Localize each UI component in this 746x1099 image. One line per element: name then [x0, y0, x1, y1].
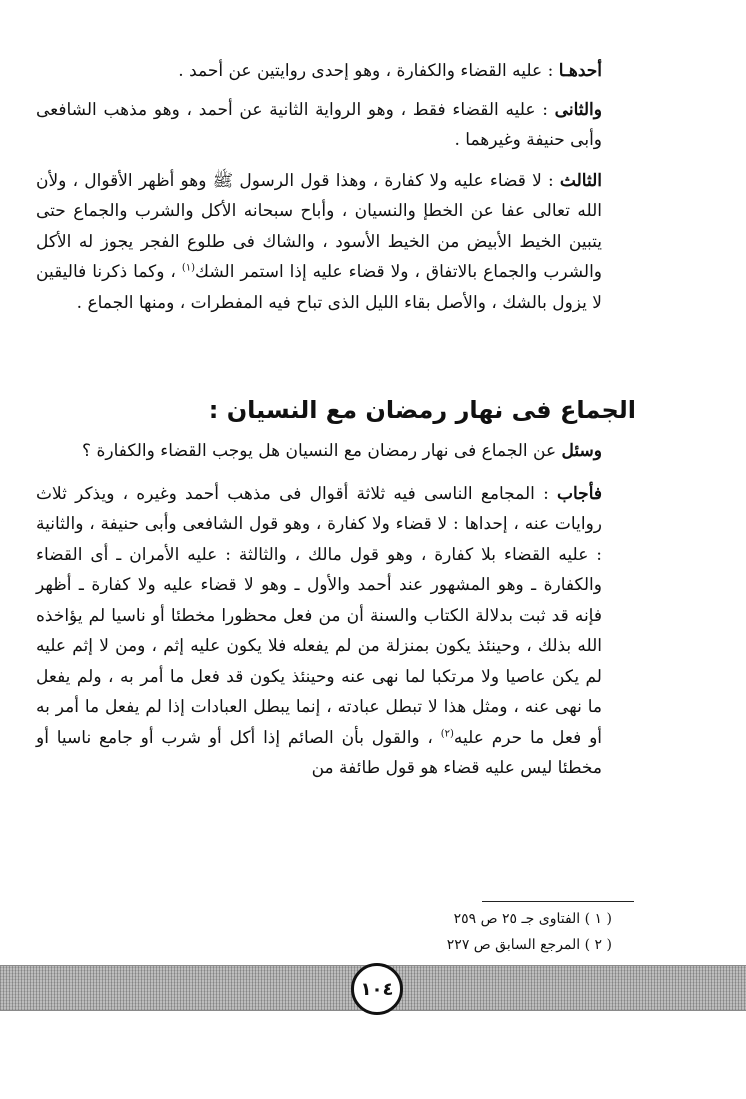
section-heading: الجماع فى نهار رمضان مع النسيان : [208, 396, 636, 424]
lead-word-second: والثانى [554, 99, 602, 120]
paragraph-text: عن الجماع فى نهار رمضان مع النسيان هل يوجب القضاء والكفارة ؟ [82, 441, 562, 461]
footnotes [300, 906, 612, 958]
paragraph-first-opinion [36, 56, 602, 87]
footnote-separator [482, 901, 634, 902]
paragraph-text: ، وكما ذكرنا فاليقين لا يزول بالشك ، والأصل بقاء الليل الذى تباح فيه المفطرات ، ومنها الجماع . [36, 262, 602, 313]
footnote-2: ( ٢ ) المرجع السابق ص ٢٢٧ [446, 937, 612, 953]
footnote-1: ( ١ ) الفتاوى جـ ٢٥ ص ٢٥٩ [453, 911, 612, 927]
lead-word-answer: فأجاب [557, 483, 602, 504]
paragraph-text: ، والقول بأن الصائم إذا أكل أو شرب أو جامع ناسيا أو مخطئا ليس عليه قضاء هو قول طائفة من [36, 727, 602, 778]
lead-word-third: الثالث [559, 170, 602, 191]
paragraph-question [36, 436, 602, 467]
opinions-section [36, 56, 602, 318]
paragraph-text: : لا قضاء عليه ولا كفارة ، وهذا قول الرسول ﷺ وهو أظهر الأقوال ، ولأن الله تعالى عفا عن الخطإ والنسيان ، وأباح سبحانه الأكل والشرب والجماع حتى يتبين الخيط الأبيض من الخيط الأسود ، والشاك فى طلوع الفجر يجوز له الأكل والشرب والجماع بالاتفاق ، ولا قضاء عليه إذا استمر الشك [36, 170, 602, 282]
paragraph-second-opinion [36, 95, 602, 156]
lead-word-first: أحدهـا [558, 61, 602, 81]
paragraph-text: : عليه القضاء والكفارة ، وهو إحدى روايتين عن أحمد . [178, 61, 559, 81]
page-number: ١٠٤ [351, 963, 403, 1015]
footnote-ref-1: (١) [181, 262, 196, 274]
qa-section [36, 436, 602, 784]
lead-word-question: وسئل [561, 441, 602, 461]
footnote-ref-2: (٢) [440, 727, 454, 739]
paragraph-answer [36, 479, 602, 784]
paragraph-third-opinion [36, 166, 602, 319]
paragraph-text: : عليه القضاء فقط ، وهو الرواية الثانية عن أحمد ، وهو مذهب الشافعى وأبى حنيفة وغيرهما . [36, 99, 602, 150]
paragraph-text: : المجامع الناسى فيه ثلاثة أقوال فى مذهب أحمد وغيره ، ويذكر ثلاث روايات عنه ، إحداها : لا قضاء ولا كفارة ، وهو قول الشافعى وأبى حنيفة ، والثانية : عليه القضاء بلا كفارة ، وهو قول مالك ، والثالثة : عليه الأمران ـ أى القضاء والكفارة ـ وهو المشهور عند أحمد والأول ـ وهو لا قضاء عليه ولا كفارة ـ أظهر فإنه قد ثبت بدلالة الكتاب والسنة أن من فعل محظورا مخطئا أو ناسيا لم يؤاخذه الله بذلك ، وحينئذ يكون بمنزلة من لم يفعله فلا يكون عليه إثم ، ومن لا إثم عليه لم يكن عاصيا ولا مرتكبا لما نهى عنه وحينئذ يكون قد فعل ما أمر به ، ولم يفعل ما نهى عنه ، ومثل هذا لا تبطل عبادته ، إنما يبطل العبادات إذا لم يفعل ما أمر به أو فعل ما حرم عليه [36, 483, 603, 748]
